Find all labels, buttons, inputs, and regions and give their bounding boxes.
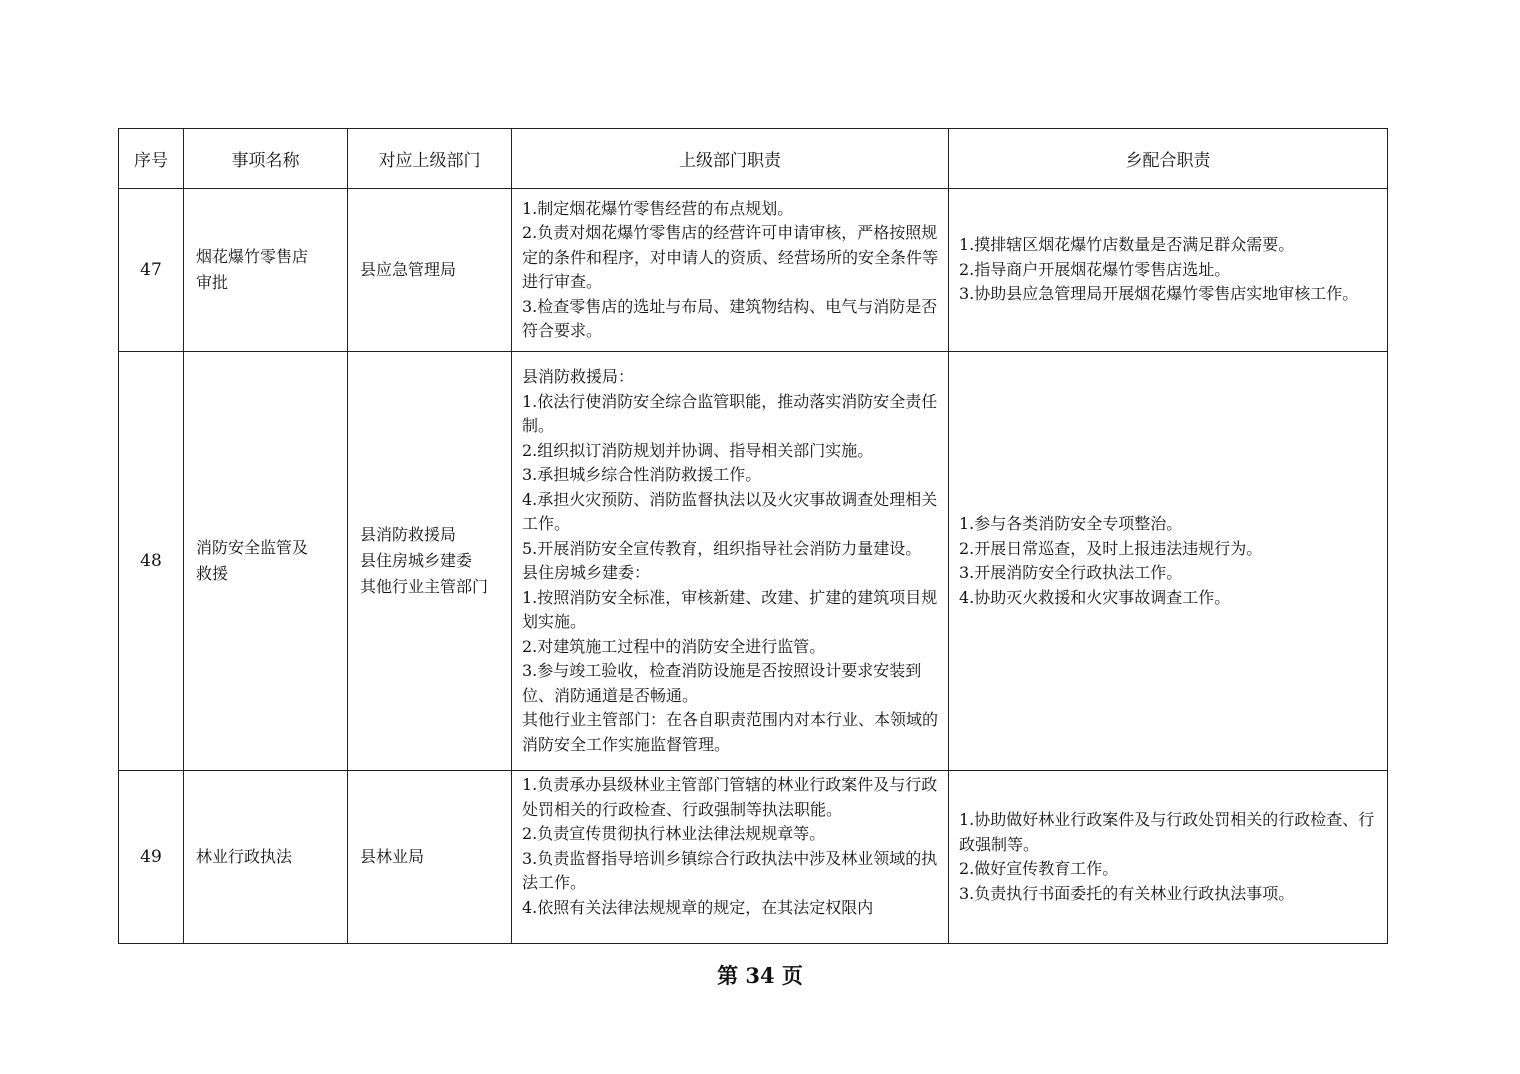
header-item-name: 事项名称	[184, 129, 348, 189]
upper-dept	[348, 189, 512, 352]
duty-line: 4.依照有关法律法规规章的规定，在其法定权限内	[522, 897, 874, 917]
upper-duties	[512, 189, 949, 352]
duty-line: 2.负责对烟花爆竹零售店的经营许可申请审核，严格按照规定的条件和程序，对申请人的资质、经营场所的安全条件等进行审查。	[522, 223, 939, 291]
duty-line: 3.承担城乡综合性消防救援工作。	[522, 465, 762, 484]
coop-duties	[949, 771, 1388, 944]
item-name-line: 烟花爆竹零售店	[196, 247, 309, 266]
upper-duties	[512, 771, 949, 944]
item-name-line: 救援	[196, 564, 229, 583]
dept-line: 其他行业主管部门	[360, 577, 489, 596]
duty-line: 其他行业主管部门：在各自职责范围内对本行业、本领域的消防安全工作实施监督管理。	[522, 710, 939, 754]
upper-duties	[512, 352, 949, 771]
coop-line: 3.负责执行书面委托的有关林业行政执法事项。	[959, 883, 1295, 903]
dept-line: 县住房城乡建委	[360, 551, 473, 570]
duty-line: 2.负责宣传贯彻执行林业法律法规规章等。	[522, 824, 826, 843]
duty-line: 4.承担火灾预防、消防监督执法以及火灾事故调查处理相关工作。	[522, 489, 938, 533]
header-upper-duties: 上级部门职责	[512, 129, 949, 189]
item-name-line: 审批	[196, 273, 229, 292]
table-row	[119, 771, 1388, 944]
dept-line: 县消防救援局	[360, 525, 457, 544]
item-name-line: 林业行政执法	[196, 847, 293, 866]
table-row	[119, 189, 1388, 352]
header-index: 序号	[119, 129, 184, 189]
responsibility-table	[118, 128, 1388, 944]
duty-line: 1.依法行使消防安全综合监管职能，推动落实消防安全责任制。	[522, 391, 938, 435]
duty-line: 县住房城乡建委：	[522, 563, 651, 582]
duty-line: 3.负责监督指导培训乡镇综合行政执法中涉及林业领域的执法工作。	[522, 848, 938, 892]
coop-line: 3.开展消防安全行政执法工作。	[959, 563, 1183, 582]
duty-line: 5.开展消防安全宣传教育，组织指导社会消防力量建设。	[522, 538, 922, 558]
upper-dept	[348, 771, 512, 944]
row-index: 48	[119, 352, 184, 771]
coop-line: 4.协助灭火救援和火灾事故调查工作。	[959, 587, 1231, 607]
table-row	[119, 352, 1388, 771]
duty-line: 1.按照消防安全标准，审核新建、改建、扩建的建筑项目规划实施。	[522, 587, 938, 631]
row-index: 49	[119, 771, 184, 944]
duty-line: 1.负责承办县级林业主管部门管辖的林业行政案件及与行政处罚相关的行政检查、行政强制等执法职能。	[522, 775, 938, 819]
coop-line: 2.开展日常巡查，及时上报违法违规行为。	[959, 538, 1263, 558]
coop-duties	[949, 352, 1388, 771]
upper-dept	[348, 352, 512, 771]
table-header-row	[119, 129, 1388, 189]
header-coop-duties: 乡配合职责	[949, 129, 1388, 189]
duty-line: 2.组织拟订消防规划并协调、指导相关部门实施。	[522, 440, 874, 460]
item-name	[184, 771, 348, 944]
duty-line: 3.参与竣工验收，检查消防设施是否按照设计要求安装到位、消防通道是否畅通。	[522, 661, 922, 705]
coop-line: 1.摸排辖区烟花爆竹店数量是否满足群众需要。	[959, 235, 1295, 255]
item-name	[184, 352, 348, 771]
duty-line: 1.制定烟花爆竹零售经营的布点规划。	[522, 198, 794, 218]
item-name-line: 消防安全监管及	[196, 538, 309, 557]
duty-line: 3.检查零售店的选址与布局、建筑物结构、电气与消防是否符合要求。	[522, 296, 938, 340]
coop-line: 2.做好宣传教育工作。	[959, 859, 1119, 878]
coop-line: 2.指导商户开展烟花爆竹零售店选址。	[959, 259, 1231, 279]
coop-duties	[949, 189, 1388, 352]
duty-line: 2.对建筑施工过程中的消防安全进行监管。	[522, 636, 826, 656]
dept-line: 县应急管理局	[360, 260, 457, 279]
header-upper-dept: 对应上级部门	[348, 129, 512, 189]
coop-line: 3.协助县应急管理局开展烟花爆竹零售店实地审核工作。	[959, 284, 1359, 304]
row-index: 47	[119, 189, 184, 352]
coop-line: 1.协助做好林业行政案件及与行政处罚相关的行政检查、行政强制等。	[959, 810, 1375, 854]
coop-line: 1.参与各类消防安全专项整治。	[959, 514, 1183, 533]
duty-line: 县消防救援局：	[522, 367, 635, 386]
page-number: 第 34 页	[717, 963, 803, 988]
item-name	[184, 189, 348, 352]
dept-line: 县林业局	[360, 847, 425, 866]
